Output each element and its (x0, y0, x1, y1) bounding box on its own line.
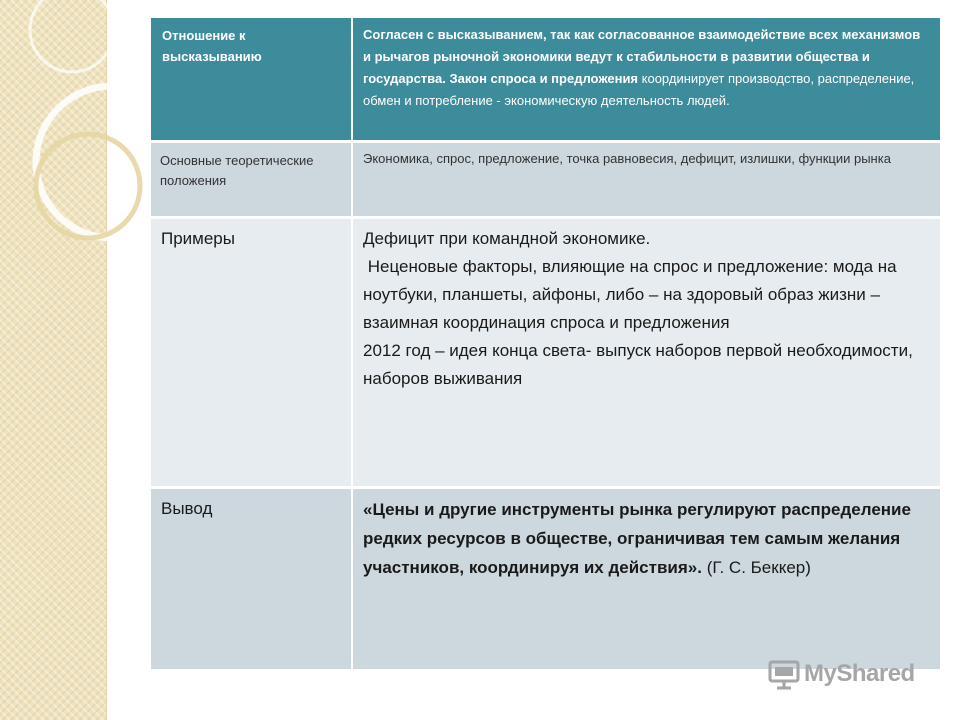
theory-text: Экономика, спрос, предложение, точка равновесия, дефицит, излишки, функции рынка (363, 151, 891, 167)
theory-text-cell (352, 142, 940, 218)
header-text-cell (352, 18, 940, 142)
header-text (353, 18, 940, 112)
conclusion-text-cell (352, 487, 940, 669)
watermark-text: MyShared (804, 660, 915, 687)
examples-text (353, 219, 940, 393)
watermark (767, 656, 915, 692)
header-text-bold: Согласен с высказыванием, так как согласованное взаимодействие всех механизмов и рычагов рыночной экономики ведут к стабильности в развитии общества и государства. Закон спроса и предложения (363, 27, 921, 86)
conclusion-label: Вывод (161, 498, 213, 518)
table-row-theory (151, 142, 940, 218)
theory-label: Основные теоретические положения (160, 153, 314, 189)
examples-line: 2012 год – идея конца света- выпуск наборов первой необходимости, наборов выживания (363, 341, 918, 389)
conclusion-citation: (Г. С. Беккер) (701, 557, 811, 577)
header-label: Отношение к высказыванию (162, 28, 262, 64)
theory-label-cell (151, 142, 352, 218)
table-row-header (151, 18, 940, 142)
header-label-cell (151, 18, 352, 142)
conclusion-quote: «Цены и другие инструменты рынка регулируют распределение редких ресурсов в обществе, ограничивая тем самым желания участников, координируя их действия». (363, 499, 911, 577)
examples-text-cell (352, 218, 940, 487)
table-row-examples (151, 218, 940, 487)
examples-line: Неценовые факторы, влияющие на спрос и предложение: мода на ноутбуки, планшеты, айфоны, либо – на здоровый образ жизни – взаимная координация спроса и предложения (363, 257, 902, 333)
examples-line: Дефицит при командной экономике. (363, 229, 651, 249)
table-row-conclusion (151, 487, 940, 669)
presentation-icon (767, 657, 801, 691)
slide-table (151, 18, 940, 669)
conclusion-text (353, 489, 940, 582)
header-text-normal: координирует производство, распределение, обмен и потребление - экономическую деятельность людей. (363, 71, 915, 108)
conclusion-label-cell (151, 487, 352, 669)
examples-label-cell (151, 218, 352, 487)
examples-label: Примеры (161, 229, 235, 249)
